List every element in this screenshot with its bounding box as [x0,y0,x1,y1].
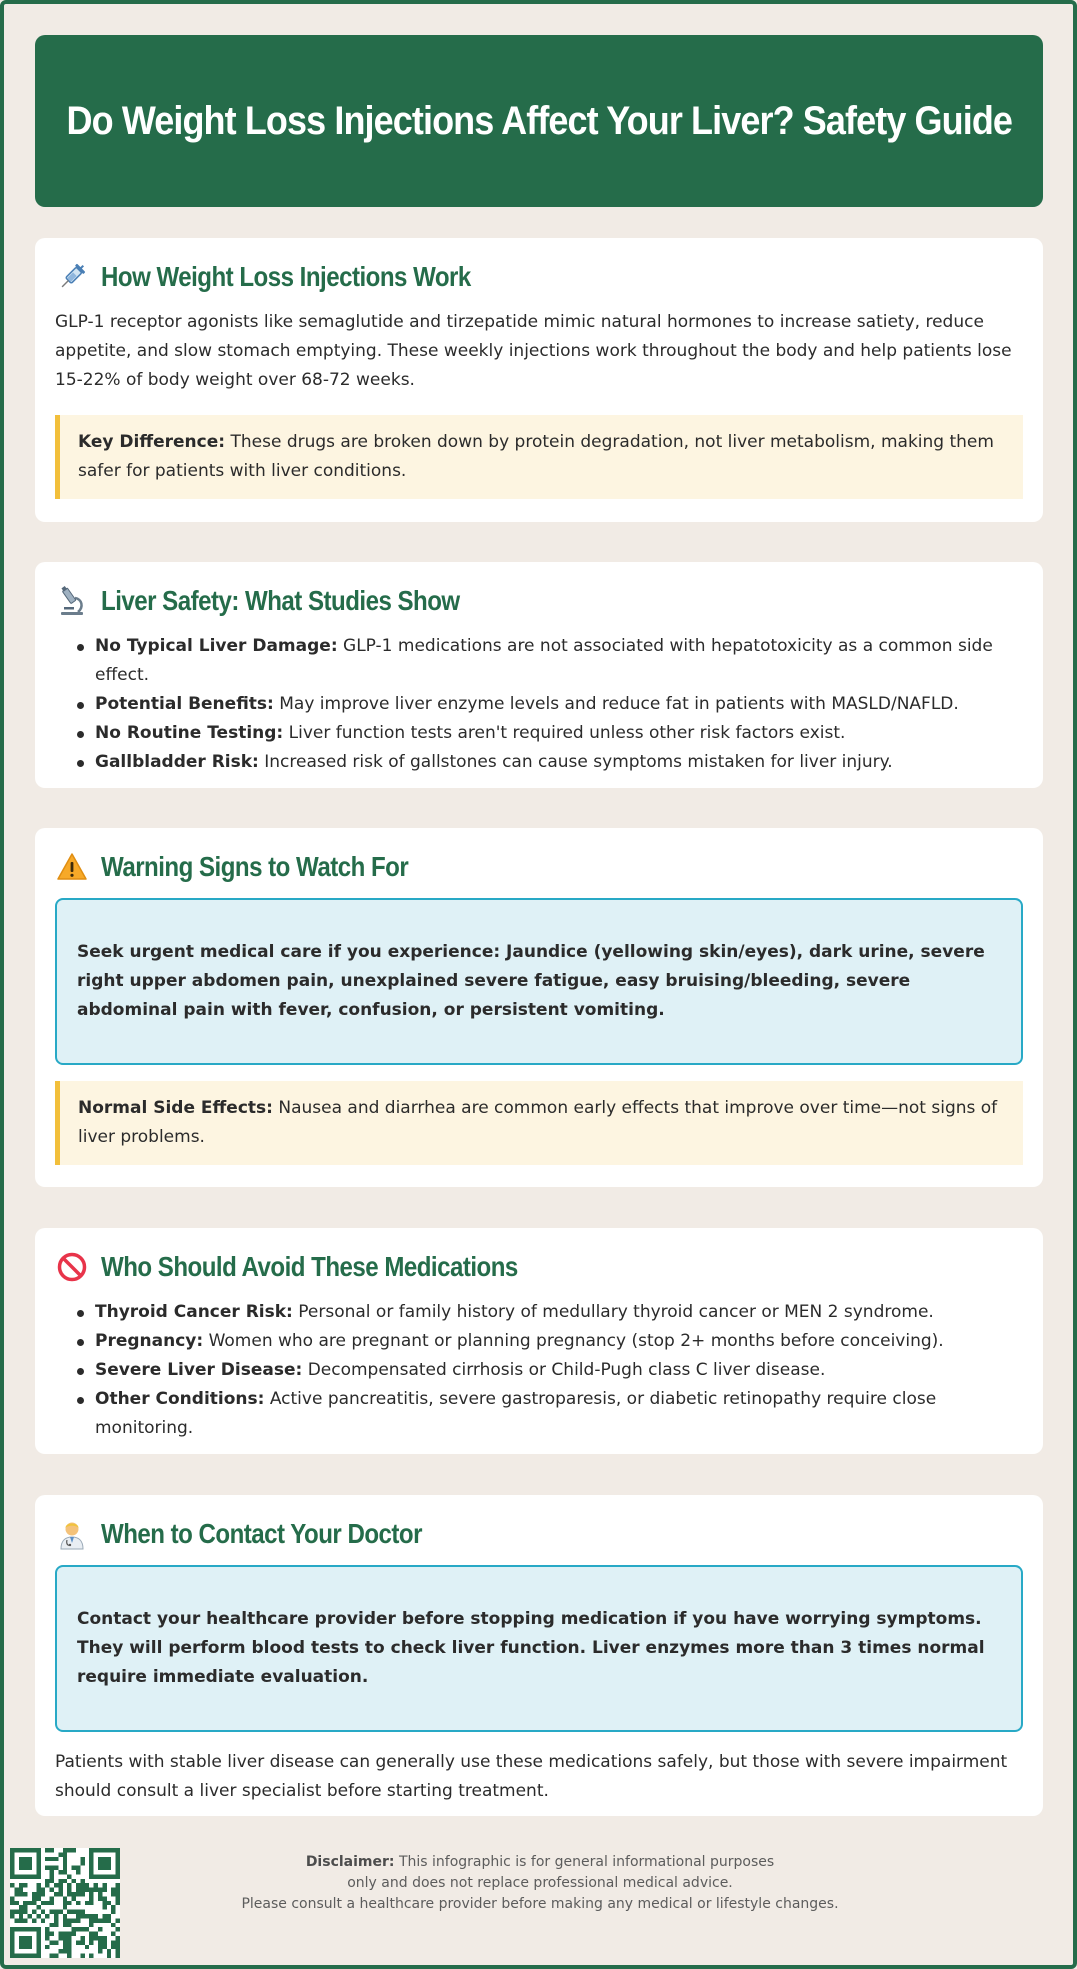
qr-code[interactable] [10,1848,120,1958]
who-should-avoid-card [35,1228,1043,1454]
contact-doctor-heading [55,1517,1023,1551]
disclaimer [180,1852,900,1915]
list-item: Gallbladder Risk: Increased risk of gallstones can cause symptoms mistaken for liver injury. [75,748,1023,777]
liver-safety-heading [55,584,1023,618]
note-label: Normal Side Effects: [78,1098,273,1118]
warning-icon [55,850,89,884]
how-it-works-heading [55,260,1023,294]
key-difference-note [55,415,1023,499]
normal-side-effects-note [55,1081,1023,1165]
microscope-icon [55,584,89,618]
warning-signs-heading [55,850,1023,884]
avoid-list [55,1298,1023,1443]
doctor-icon [55,1517,89,1551]
card-title: Who Should Avoid These Medications [101,1251,518,1282]
card-title: Liver Safety: What Studies Show [101,585,460,616]
page-header [35,35,1043,207]
card-title: Warning Signs to Watch For [101,851,409,882]
syringe-icon [55,260,89,294]
disclaimer-line-2: only and does not replace professional medical advice. [347,1875,733,1891]
list-item: Severe Liver Disease: Decompensated cirrhosis or Child-Pugh class C liver disease. [75,1356,1023,1385]
page-footer [0,1840,1077,1969]
who-should-avoid-heading [55,1250,1023,1284]
disclaimer-line-1: This infographic is for general informational purposes [394,1854,775,1870]
how-it-works-card [35,238,1043,522]
disclaimer-label: Disclaimer: [305,1854,395,1870]
list-item: Other Conditions: Active pancreatitis, severe gastroparesis, or diabetic retinopathy require close monitoring. [75,1385,1023,1443]
card-title: When to Contact Your Doctor [101,1518,422,1549]
list-item: No Routine Testing: Liver function tests aren't required unless other risk factors exist. [75,719,1023,748]
page-title: Do Weight Loss Injections Affect Your Liver? Safety Guide [66,98,1012,143]
contact-provider-alert: Contact your healthcare provider before stopping medication if you have worrying symptoms. They will perform blood tests to check liver function. Liver enzymes more than 3 times normal require immediate evaluation. [55,1565,1023,1732]
prohibited-icon [55,1250,89,1284]
card-title: How Weight Loss Injections Work [101,261,471,292]
contact-doctor-card [35,1495,1043,1816]
note-text: These drugs are broken down by protein degradation, not liver metabolism, making them safer for patients with liver conditions. [78,432,994,481]
note-label: Key Difference: [78,432,226,452]
list-item: Thyroid Cancer Risk: Personal or family history of medullary thyroid cancer or MEN 2 syndrome. [75,1298,1023,1327]
disclaimer-line-3: Please consult a healthcare provider before making any medical or lifestyle changes. [241,1896,839,1912]
how-it-works-text: GLP-1 receptor agonists like semaglutide and tirzepatide mimic natural hormones to increase satiety, reduce appetite, and slow stomach emptying. These weekly injections work throughout the body and help patients lose 15-22% of body weight over 68-72 weeks. [55,312,1012,390]
list-item: Pregnancy: Women who are pregnant or planning pregnancy (stop 2+ months before conceiving). [75,1327,1023,1356]
studies-list [55,632,1023,777]
list-item: Potential Benefits: May improve liver enzyme levels and reduce fat in patients with MASLD/NAFLD. [75,690,1023,719]
list-item: No Typical Liver Damage: GLP-1 medications are not associated with hepatotoxicity as a common side effect. [75,632,1023,690]
urgent-care-alert: Seek urgent medical care if you experience: Jaundice (yellowing skin/eyes), dark urine, severe right upper abdomen pain, unexplained severe fatigue, easy bruising/bleeding, severe abdominal pain with fever, confusion, or persistent vomiting. [55,898,1023,1065]
liver-safety-card [35,562,1043,788]
contact-doctor-text: Patients with stable liver disease can generally use these medications safely, but those with severe impairment should consult a liver specialist before starting treatment. [55,1752,1008,1801]
warning-signs-card [35,828,1043,1187]
note-text: Nausea and diarrhea are common early effects that improve over time—not signs of liver problems. [78,1098,998,1147]
